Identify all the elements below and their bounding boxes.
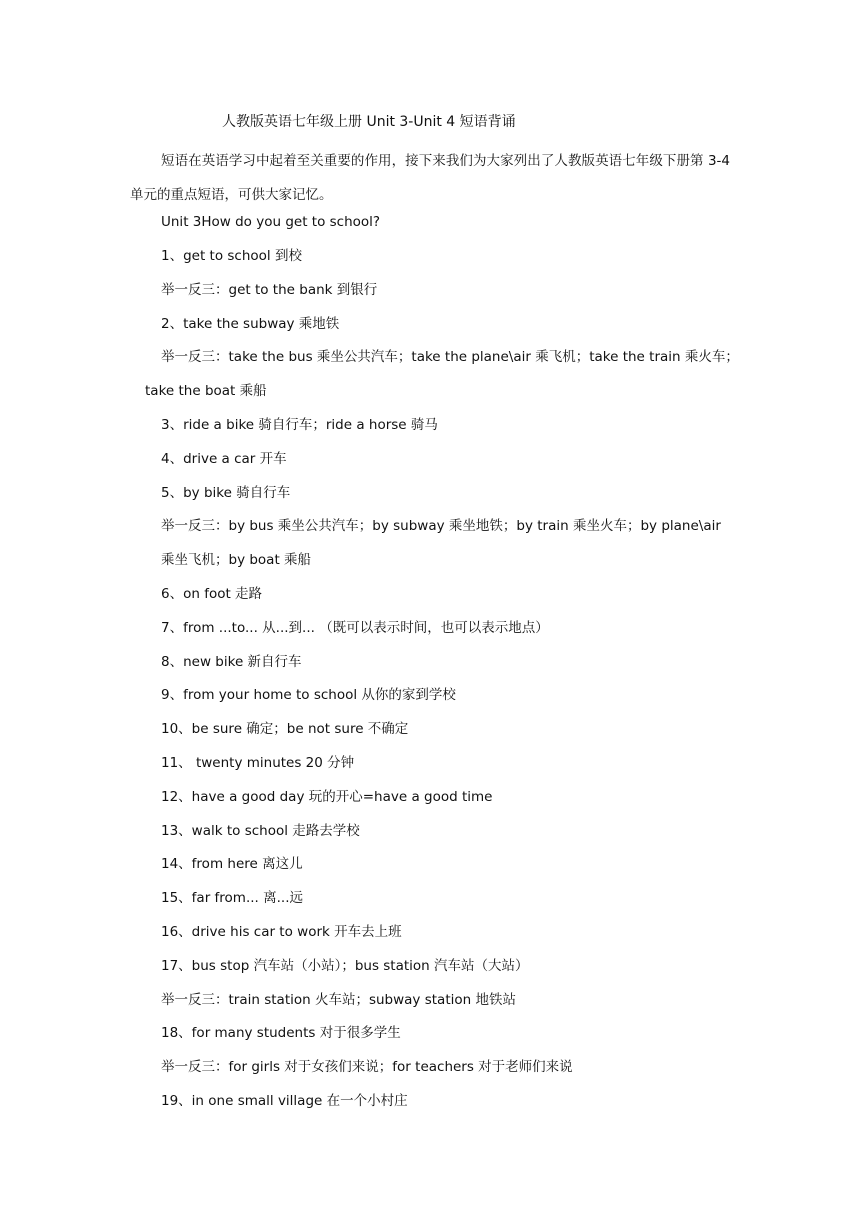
phrase-line: 举一反三：by bus 乘坐公共汽车；by subway 乘坐地铁；by train 乘坐火车；by plane\air [161, 518, 721, 535]
phrase-line: 3、ride a bike 骑自行车；ride a horse 骑马 [161, 417, 438, 433]
phrase-line: 13、walk to school 走路去学校 [161, 822, 360, 839]
phrase-line: 1、get to school 到校 [161, 248, 302, 264]
phrase-line: 11、 twenty minutes 20 分钟 [161, 755, 355, 771]
phrase-line: 举一反三：for girls 对于女孩们来说；for teachers 对于老师们来说 [161, 1059, 573, 1076]
phrase-line: 7、from ...to... 从...到... （既可以表示时间，也可以表示地点） [161, 619, 549, 636]
phrase-line: 17、bus stop 汽车站（小站）；bus station 汽车站（大站） [161, 957, 529, 974]
phrase-line: 15、far from... 离...远 [161, 890, 304, 907]
phrase-line: 乘坐飞机；by boat 乘船 [161, 552, 312, 569]
phrase-line: 举一反三：take the bus 乘坐公共汽车；take the plane\air 乘飞机；take the train 乘火车； [161, 349, 739, 366]
phrase-line: 10、be sure 确定；be not sure 不确定 [161, 721, 409, 738]
phrase-line: 5、by bike 骑自行车 [161, 484, 291, 501]
phrase-line: take the boat 乘船 [145, 383, 267, 400]
unit-heading: Unit 3How do you get to school? [161, 214, 381, 230]
document-title: 人教版英语七年级上册 Unit 3-Unit 4 短语背诵 [222, 114, 516, 130]
phrase-line: 14、from here 离这儿 [161, 856, 303, 873]
phrase-line: 举一反三：get to the bank 到银行 [161, 281, 378, 298]
phrase-line: 18、for many students 对于很多学生 [161, 1025, 401, 1042]
phrase-line: 16、drive his car to work 开车去上班 [161, 924, 402, 940]
phrase-line: 举一反三：train station 火车站；subway station 地铁站 [161, 991, 516, 1008]
phrase-line: 6、on foot 走路 [161, 586, 263, 602]
phrase-line: 4、drive a car 开车 [161, 450, 287, 467]
phrase-line: 19、in one small village 在一个小村庄 [161, 1093, 408, 1109]
phrase-line: 12、have a good day 玩的开心=have a good time [161, 788, 493, 805]
phrase-line: 8、new bike 新自行车 [161, 653, 302, 670]
phrase-line: 2、take the subway 乘地铁 [161, 315, 340, 332]
phrase-line: 9、from your home to school 从你的家到学校 [161, 687, 456, 704]
intro-paragraph: 短语在英语学习中起着至关重要的作用，接下来我们为大家列出了人教版英语七年级下册第 3-4 单元的重点短语，可供大家记忆。 [130, 153, 730, 203]
